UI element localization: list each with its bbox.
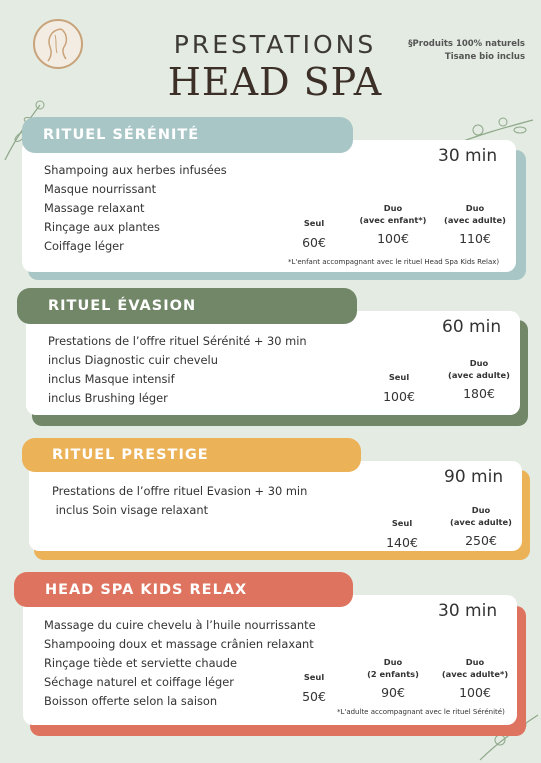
evasion-items [48,332,307,408]
list-item: Shampoing aux herbes infusées [44,163,227,177]
list-item: Boisson offerte selon la saison [44,694,218,709]
prestige-price-solo: Seul 140€ [386,518,418,550]
page-title-line1: PRESTATIONS [173,30,377,59]
list-item: Rinçage aux plantes [44,220,160,235]
tagline-natural-products: §Produits 100% naturels [408,39,525,49]
list-item: inclus Brushing léger [48,391,168,406]
woman-profile-icon [35,21,81,67]
evasion-price-duo-adult: Duo (avec adulte) 180€ [448,358,510,401]
list-item: Masque nourrissant [44,182,157,197]
page-title-line2: HEAD SPA [167,60,383,104]
serenite-items [44,161,227,256]
evasion-banner: RITUEL ÉVASION [17,288,357,324]
list-item: Coiffage léger [44,239,124,254]
tagline-tea-included: Tisane bio inclus [444,52,525,62]
list-item: inclus Masque intensif [48,372,175,387]
kids-duration: 30 min [438,601,498,621]
kids-price-solo: Seul 50€ [302,672,326,704]
list-item: Rinçage tiède et serviette chaude [44,656,238,671]
list-item: inclus Diagnostic cuir chevelu [48,353,218,368]
logo [33,19,83,69]
list-item: Prestations de l’offre rituel Sérénité + 30 min [48,334,307,348]
list-item: inclus Soin visage relaxant [52,503,209,518]
prestige-price-duo-adult: Duo (avec adulte) 250€ [450,505,512,548]
list-item: Massage relaxant [44,201,145,216]
list-item: Prestations de l’offre rituel Evasion + 30 min [52,484,308,498]
kids-price-duo-adult: Duo (avec adulte*) 100€ [441,657,509,700]
evasion-price-solo: Seul 100€ [383,372,415,404]
kids-banner: HEAD SPA KIDS RELAX [14,572,353,607]
prestige-duration: 90 min [444,467,504,487]
serenite-note: *L'enfant accompagnant avec le rituel Head Spa Kids Relax) [288,258,500,266]
evasion-duration: 60 min [442,317,502,337]
prestige-banner: RITUEL PRESTIGE [22,438,361,472]
kids-items [44,616,316,711]
list-item: Séchage naturel et coiffage léger [44,675,234,690]
serenite-price-duo-child: Duo (avec enfant*) 100€ [359,203,427,246]
serenite-banner: RITUEL SÉRÉNITÉ [22,117,353,153]
serenite-duration: 30 min [438,146,498,166]
kids-note: *L'adulte accompagnant avec le rituel Sérénité) [337,708,505,716]
list-item: Massage du cuire chevelu à l’huile nourrissante [44,618,316,632]
tagline [408,38,525,64]
serenite-price-solo: Seul 60€ [302,218,326,250]
prestige-items [52,482,307,520]
kids-price-duo-children: Duo (2 enfants) 90€ [367,657,419,700]
serenite-price-duo-adult: Duo (avec adulte) 110€ [444,203,506,246]
list-item: Shampooing doux et massage crânien relaxant [44,637,314,652]
